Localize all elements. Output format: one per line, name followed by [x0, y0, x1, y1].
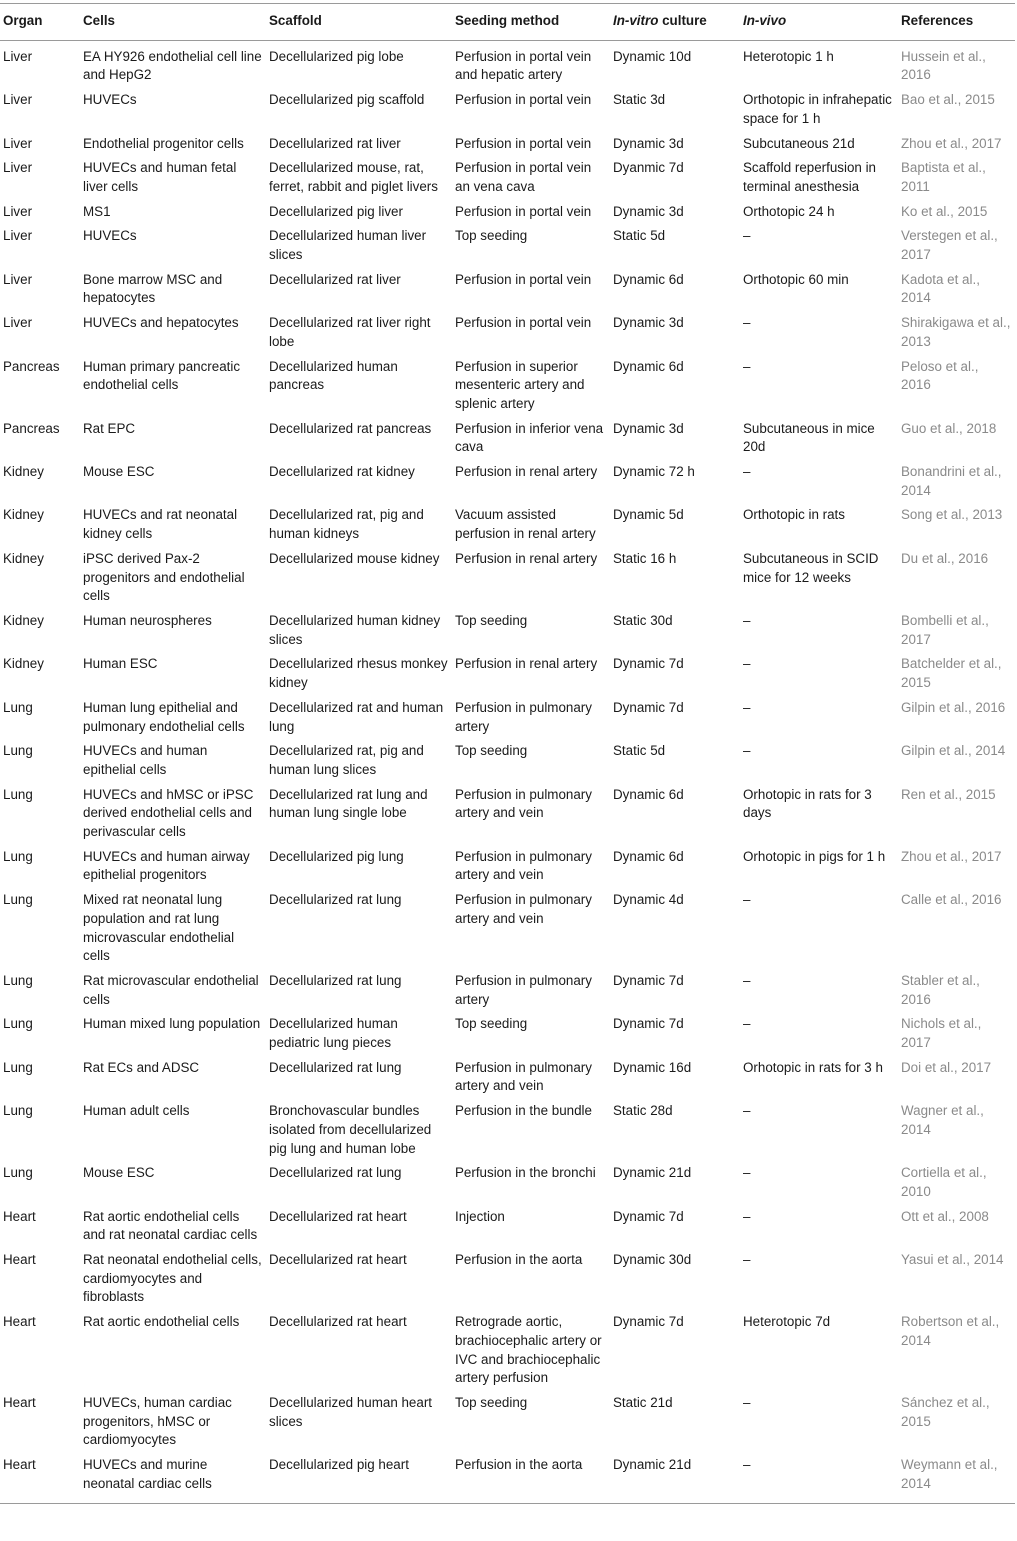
- cell-seeding-method: Top seeding: [455, 228, 528, 244]
- cell-cells: Rat ECs and ADSC: [83, 1059, 200, 1075]
- cell-references: Gilpin et al., 2014: [901, 743, 1006, 759]
- cell-references: Du et al., 2016: [901, 550, 989, 566]
- cell-in-vitro-culture: Dynamic 6d: [613, 786, 684, 802]
- cell-references: Ren et al., 2015: [901, 786, 996, 802]
- cell-cells: HUVECs and hepatocytes: [83, 315, 239, 331]
- cell-in-vivo: –: [743, 1252, 751, 1268]
- cell-seeding-method: Perfusion in portal vein: [455, 203, 592, 219]
- cell-scaffold: Decellularized rat kidney: [269, 464, 415, 480]
- cell-organ: Kidney: [3, 656, 44, 672]
- table-row: [0, 1057, 1015, 1100]
- cell-in-vitro-culture: Dynamic 7d: [613, 972, 684, 988]
- table-row: [0, 312, 1015, 355]
- cell-organ: Liver: [3, 92, 33, 108]
- cell-cells: Human ESC: [83, 656, 158, 672]
- cell-in-vitro-culture: Dynamic 7d: [613, 656, 684, 672]
- cell-scaffold: Decellularized rat and human lung: [269, 699, 444, 734]
- cell-references: Song et al., 2013: [901, 507, 1003, 523]
- cell-in-vivo: Orthotopic in infrahepatic space for 1 h: [743, 92, 892, 126]
- column-header-scaffold: [266, 4, 452, 41]
- cell-cells: HUVECs and human fetal liver cells: [83, 160, 237, 194]
- cell-organ: Heart: [0, 1454, 80, 1503]
- cell-organ: Lung: [3, 699, 33, 715]
- cell-in-vitro-culture: Dynamic 21d: [610, 1454, 740, 1503]
- cell-cells: HUVECs: [83, 92, 137, 108]
- table-row: [0, 740, 1015, 783]
- column-header-text: Seeding method: [455, 13, 560, 28]
- table-body: [0, 40, 1015, 1503]
- table-row: [0, 418, 1015, 461]
- cell-seeding-method: Perfusion in portal vein: [455, 135, 592, 151]
- cell-in-vivo: –: [743, 1103, 751, 1119]
- cell-in-vitro-culture: Static 5d: [613, 228, 666, 244]
- column-header-in-vivo: [740, 4, 898, 41]
- cell-in-vitro-culture: Dynamic 30d: [613, 1252, 692, 1268]
- cell-scaffold: Decellularized human liver slices: [269, 228, 427, 263]
- cell-in-vivo: Heterotopic 1 h: [743, 48, 834, 64]
- cell-in-vitro-culture: Dynamic 3d: [613, 135, 684, 151]
- cell-scaffold: Decellularized human kidney slices: [269, 612, 441, 647]
- cell-references: Bonandrini et al., 2014: [901, 464, 1002, 498]
- cell-references: Peloso et al., 2016: [901, 358, 979, 393]
- cell-references: Cortiella et al., 2010: [901, 1165, 987, 1199]
- cell-cells: Human adult cells: [83, 1103, 190, 1119]
- cell-scaffold: Decellularized rat lung: [269, 892, 402, 908]
- cell-in-vivo: –: [743, 315, 751, 331]
- cell-references: Bombelli et al., 2017: [901, 612, 989, 647]
- column-header-italic-part: In-vitro: [613, 13, 659, 28]
- cell-in-vitro-culture: Dynamic 3d: [613, 420, 684, 436]
- cell-cells: HUVECs and rat neonatal kidney cells: [83, 507, 238, 542]
- cell-in-vivo: Subcutaneous in SCID mice for 12 weeks: [743, 550, 879, 585]
- cell-in-vivo: Subcutaneous in mice 20d: [743, 420, 875, 455]
- cell-references: Ott et al., 2008: [901, 1208, 989, 1224]
- cell-in-vivo: –: [743, 1165, 751, 1181]
- cell-organ: Liver: [3, 135, 33, 151]
- cell-scaffold: Decellularized rat lung: [269, 972, 402, 988]
- cell-seeding-method: Perfusion in pulmonary artery: [455, 972, 592, 1007]
- cell-in-vitro-culture: Dynamic 7d: [613, 699, 684, 715]
- cell-in-vivo: –: [743, 464, 751, 480]
- cell-in-vitro-culture: Static 5d: [613, 743, 666, 759]
- table-row: [0, 157, 1015, 200]
- cell-seeding-method: Perfusion in pulmonary artery and vein: [455, 786, 592, 821]
- cell-seeding-method: Perfusion in portal vein an vena cava: [455, 160, 592, 194]
- cell-organ: Lung: [3, 892, 33, 908]
- cell-scaffold: Decellularized rat heart: [269, 1208, 407, 1224]
- cell-references: Shirakigawa et al., 2013: [901, 315, 1011, 349]
- table-row: [0, 40, 1015, 89]
- cell-organ: Heart: [3, 1252, 36, 1268]
- cell-cells: Rat microvascular endothelial cells: [83, 972, 259, 1007]
- cell-cells: iPSC derived Pax-2 progenitors and endothelial cells: [83, 550, 245, 604]
- cell-seeding-method: Perfusion in pulmonary artery and vein: [455, 848, 592, 883]
- cell-in-vivo: Orhotopic in pigs for 1 h: [743, 848, 886, 864]
- cell-scaffold: Decellularized mouse, rat, ferret, rabbit and piglet livers: [269, 160, 438, 194]
- cell-cells: Human primary pancreatic endothelial cells: [83, 358, 241, 393]
- cell-organ: Kidney: [3, 507, 44, 523]
- cell-in-vitro-culture: Dynamic 7d: [613, 1208, 684, 1224]
- table-row: [0, 356, 1015, 418]
- cell-seeding-method: Perfusion in renal artery: [455, 550, 598, 566]
- cell-in-vivo: –: [743, 228, 751, 244]
- cell-cells: HUVECs and murine neonatal cardiac cells: [80, 1454, 266, 1503]
- cell-seeding-method: Perfusion in the bundle: [455, 1103, 592, 1119]
- cell-references: Robertson et al., 2014: [901, 1314, 1000, 1348]
- cell-organ: Liver: [3, 203, 33, 219]
- cell-seeding-method: Perfusion in pulmonary artery and vein: [455, 892, 592, 926]
- cell-cells: Human neurospheres: [83, 612, 212, 628]
- cell-scaffold: Decellularized rat liver: [269, 271, 401, 287]
- cell-references: Gilpin et al., 2016: [901, 699, 1006, 715]
- cell-in-vitro-culture: Dynamic 10d: [613, 48, 692, 64]
- cell-organ: Pancreas: [3, 358, 60, 374]
- cell-organ: Lung: [3, 972, 33, 988]
- cell-in-vivo: Subcutaneous 21d: [743, 135, 855, 151]
- cell-scaffold: Decellularized rat liver: [269, 135, 401, 151]
- cell-in-vivo: –: [743, 656, 751, 672]
- header-row: [0, 4, 1015, 41]
- cell-organ: Kidney: [3, 612, 44, 628]
- cell-scaffold: Decellularized human heart slices: [269, 1395, 433, 1429]
- cell-in-vivo: –: [743, 972, 751, 988]
- column-header-seeding-method: [452, 4, 610, 41]
- cell-references: Verstegen et al., 2017: [901, 228, 998, 263]
- cell-in-vivo: –: [743, 699, 751, 715]
- cell-in-vivo: Orthotopic 24 h: [743, 203, 835, 219]
- cell-seeding-method: Perfusion in superior mesenteric artery and splenic artery: [455, 358, 585, 411]
- cell-seeding-method: Injection: [455, 1208, 505, 1224]
- cell-scaffold: Decellularized mouse kidney: [269, 550, 440, 566]
- cell-in-vivo: –: [743, 892, 751, 908]
- table-row: [0, 653, 1015, 696]
- cell-organ: Heart: [3, 1314, 36, 1330]
- cell-seeding-method: Perfusion in portal vein: [455, 271, 592, 287]
- cell-cells: HUVECs: [83, 228, 137, 244]
- cell-scaffold: Decellularized rat, pig and human lung slices: [269, 743, 424, 777]
- cell-scaffold: Decellularized pig scaffold: [269, 92, 425, 108]
- cell-organ: Liver: [3, 160, 33, 176]
- cell-in-vitro-culture: Dynamic 6d: [613, 358, 684, 374]
- column-header-organ: [0, 4, 80, 41]
- cell-in-vitro-culture: Dynamic 21d: [613, 1165, 692, 1181]
- cell-cells: HUVECs, human cardiac progenitors, hMSC or cardiomyocytes: [83, 1395, 232, 1448]
- cell-in-vitro-culture: Static 21d: [613, 1395, 673, 1410]
- cell-seeding-method: Perfusion in renal artery: [455, 656, 598, 672]
- cell-organ: Lung: [3, 786, 33, 802]
- cell-seeding-method: Perfusion in portal vein: [455, 315, 592, 331]
- cell-organ: Lung: [3, 1103, 33, 1119]
- table-row: [0, 201, 1015, 226]
- table-row: [0, 1392, 1015, 1454]
- table-row: [0, 889, 1015, 970]
- cell-in-vitro-culture: Dyanmic 7d: [613, 160, 684, 176]
- cell-references: Baptista et al., 2011: [901, 160, 986, 194]
- cell-seeding-method: Perfusion in pulmonary artery and vein: [455, 1059, 592, 1094]
- table-row: [0, 784, 1015, 846]
- cell-references: Wagner et al., 2014: [901, 1103, 984, 1137]
- cell-in-vitro-culture: Dynamic 6d: [613, 848, 684, 864]
- cell-in-vitro-culture: Static 28d: [613, 1103, 673, 1119]
- cell-in-vitro-culture: Static 30d: [613, 612, 673, 628]
- column-header-text: References: [901, 13, 974, 28]
- cell-scaffold: Decellularized rat, pig and human kidneys: [269, 507, 424, 542]
- table-row: [0, 1311, 1015, 1392]
- cell-references: Nichols et al., 2017: [901, 1016, 982, 1051]
- cell-in-vivo: –: [743, 1016, 751, 1032]
- cell-in-vivo: Orhotopic in rats for 3 days: [743, 786, 872, 821]
- cell-seeding-method: Perfusion in portal vein and hepatic artery: [455, 48, 592, 83]
- cell-references: Yasui et al., 2014: [901, 1252, 1004, 1268]
- cell-references: Hussein et al., 2016: [901, 48, 986, 83]
- cell-scaffold: Decellularized rat heart: [269, 1314, 407, 1330]
- cell-cells: Bone marrow MSC and hepatocytes: [83, 271, 223, 306]
- cell-references: Zhou et al., 2017: [901, 135, 1002, 151]
- cell-references: Doi et al., 2017: [901, 1059, 992, 1075]
- cell-organ: Liver: [3, 271, 33, 287]
- cell-references: Weymann et al., 2014: [898, 1454, 1015, 1503]
- table-row: [0, 1249, 1015, 1311]
- cell-organ: Lung: [3, 1165, 33, 1181]
- cell-organ: Heart: [3, 1208, 36, 1224]
- table-row: [0, 846, 1015, 889]
- table-row: [0, 1454, 1015, 1503]
- cell-in-vitro-culture: Dynamic 7d: [613, 1016, 684, 1032]
- cell-organ: Heart: [3, 1395, 36, 1410]
- table-row: [0, 970, 1015, 1013]
- cell-cells: HUVECs and human airway epithelial progenitors: [83, 848, 250, 883]
- cell-scaffold: Decellularized rat liver right lobe: [269, 315, 431, 349]
- cell-references: Kadota et al., 2014: [901, 271, 980, 306]
- cell-cells: Human lung epithelial and pulmonary endothelial cells: [83, 699, 245, 734]
- cell-organ: Pancreas: [3, 420, 60, 436]
- cell-organ: Lung: [3, 1016, 33, 1032]
- cell-cells: Human mixed lung population: [83, 1016, 261, 1032]
- cell-in-vitro-culture: Dynamic 3d: [613, 203, 684, 219]
- cell-seeding-method: Vacuum assisted perfusion in renal artery: [455, 507, 596, 542]
- cell-organ: Liver: [3, 228, 33, 244]
- cell-organ: Liver: [3, 48, 33, 64]
- cell-organ: Kidney: [3, 550, 44, 566]
- cell-scaffold: Decellularized rat lung: [269, 1165, 402, 1181]
- cell-scaffold: Bronchovascular bundles isolated from decellularized pig lung and human lobe: [269, 1103, 432, 1156]
- table-row: [0, 269, 1015, 312]
- cell-cells: Rat EPC: [83, 420, 136, 436]
- cell-in-vitro-culture: Dynamic 3d: [613, 315, 684, 331]
- table-header: [0, 4, 1015, 41]
- cell-in-vitro-culture: Dynamic 6d: [613, 271, 684, 287]
- cell-cells: Rat neonatal endothelial cells, cardiomyocytes and fibroblasts: [83, 1252, 262, 1305]
- cell-organ: Kidney: [3, 464, 44, 480]
- cell-references: Sánchez et al., 2015: [901, 1395, 990, 1429]
- column-header-text: Scaffold: [269, 13, 322, 28]
- cell-in-vivo: Orhotopic in rats for 3 h: [743, 1059, 883, 1075]
- cell-cells: Rat aortic endothelial cells: [83, 1314, 240, 1330]
- cell-in-vitro-culture: Dynamic 5d: [613, 507, 684, 523]
- column-header-text: Organ: [3, 13, 43, 28]
- cell-in-vivo: Scaffold reperfusion in terminal anesthesia: [743, 160, 876, 194]
- cell-cells: Mouse ESC: [83, 464, 155, 480]
- cell-organ: Lung: [3, 848, 33, 864]
- table-row: [0, 548, 1015, 610]
- cell-scaffold: Decellularized rhesus monkey kidney: [269, 656, 448, 691]
- cell-in-vivo: Orthotopic 60 min: [743, 271, 849, 287]
- cell-seeding-method: Perfusion in inferior vena cava: [455, 420, 604, 455]
- cell-seeding-method: Top seeding: [455, 1395, 528, 1410]
- cell-in-vivo: –: [743, 612, 751, 628]
- cell-scaffold: Decellularized rat pancreas: [269, 420, 432, 436]
- cell-in-vitro-culture: Dynamic 7d: [613, 1314, 684, 1330]
- cell-seeding-method: Perfusion in portal vein: [455, 92, 592, 108]
- table-row: [0, 133, 1015, 158]
- cell-in-vivo: –: [743, 1208, 751, 1224]
- cell-references: Ko et al., 2015: [901, 203, 988, 219]
- cell-scaffold: Decellularized rat heart: [269, 1252, 407, 1268]
- table-row: [0, 461, 1015, 504]
- cell-scaffold: Decellularized pig lung: [269, 848, 404, 864]
- table-row: [0, 1206, 1015, 1249]
- cell-cells: MS1: [83, 203, 111, 219]
- cell-cells: Endothelial progenitor cells: [83, 135, 244, 151]
- cell-in-vitro-culture: Static 16 h: [613, 550, 677, 566]
- cell-in-vitro-culture: Dynamic 72 h: [613, 464, 695, 480]
- cell-seeding-method: Perfusion in the bronchi: [455, 1165, 596, 1181]
- cell-seeding-method: Top seeding: [455, 1016, 528, 1032]
- column-header-in-vitro-culture: [610, 4, 740, 41]
- cell-references: Batchelder et al., 2015: [901, 656, 1002, 691]
- cell-seeding-method: Retrograde aortic, brachiocephalic artery or IVC and brachiocephalic artery perfusion: [455, 1314, 602, 1386]
- cell-seeding-method: Perfusion in the aorta: [452, 1454, 610, 1503]
- cell-organ: Lung: [3, 743, 33, 759]
- table-row: [0, 697, 1015, 740]
- cell-references: Bao et al., 2015: [901, 92, 995, 108]
- cell-organ: Lung: [3, 1059, 33, 1075]
- cell-in-vitro-culture: Dynamic 4d: [613, 892, 684, 908]
- cell-references: Zhou et al., 2017: [901, 848, 1002, 864]
- cell-scaffold: Decellularized rat lung: [269, 1059, 402, 1075]
- cell-references: Stabler et al., 2016: [901, 972, 980, 1007]
- cell-seeding-method: Perfusion in renal artery: [455, 464, 598, 480]
- cell-scaffold: Decellularized pig liver: [269, 203, 403, 219]
- cell-scaffold: Decellularized human pancreas: [269, 358, 398, 393]
- table-row: [0, 504, 1015, 547]
- table-row: [0, 1162, 1015, 1205]
- cell-in-vivo: –: [743, 1395, 751, 1410]
- table-row: [0, 1013, 1015, 1056]
- cell-organ: Liver: [3, 315, 33, 331]
- cell-cells: Rat aortic endothelial cells and rat neonatal cardiac cells: [83, 1208, 258, 1243]
- table-row: [0, 1100, 1015, 1162]
- column-header-cells: [80, 4, 266, 41]
- cell-in-vitro-culture: Static 3d: [613, 92, 666, 108]
- table-row: [0, 225, 1015, 268]
- cell-seeding-method: Perfusion in the aorta: [455, 1252, 583, 1268]
- cell-seeding-method: Top seeding: [455, 612, 528, 628]
- column-header-italic-part: In-vivo: [743, 13, 787, 28]
- column-header-references: [898, 4, 1015, 41]
- cell-scaffold: Decellularized pig lobe: [269, 48, 404, 64]
- column-header-text: culture: [658, 13, 707, 28]
- cell-in-vivo: Orthotopic in rats: [743, 507, 845, 523]
- cell-cells: EA HY926 endothelial cell line and HepG2: [83, 48, 262, 83]
- column-header-text: Cells: [83, 13, 116, 28]
- cell-scaffold: Decellularized human pediatric lung pieces: [269, 1016, 398, 1051]
- cell-references: Calle et al., 2016: [901, 892, 1002, 908]
- cell-scaffold: Decellularized rat lung and human lung single lobe: [269, 786, 428, 821]
- cell-cells: Mouse ESC: [83, 1165, 155, 1181]
- table-row: [0, 89, 1015, 132]
- cell-in-vitro-culture: Dynamic 16d: [613, 1059, 692, 1075]
- table-row: [0, 610, 1015, 653]
- cell-references: Guo et al., 2018: [901, 420, 997, 436]
- cell-in-vivo: Heterotopic 7d: [743, 1314, 831, 1330]
- cell-in-vivo: –: [743, 358, 751, 374]
- cell-cells: HUVECs and human epithelial cells: [83, 743, 208, 777]
- cell-seeding-table: [0, 3, 1015, 1504]
- cell-cells: HUVECs and hMSC or iPSC derived endothelial cells and perivascular cells: [83, 786, 254, 840]
- cell-scaffold: Decellularized pig heart: [266, 1454, 452, 1503]
- cell-seeding-method: Top seeding: [455, 743, 528, 759]
- cell-in-vivo: –: [743, 743, 751, 759]
- cell-in-vivo: –: [740, 1454, 898, 1503]
- cell-seeding-method: Perfusion in pulmonary artery: [455, 699, 592, 734]
- cell-cells: Mixed rat neonatal lung population and rat lung microvascular endothelial cells: [83, 892, 235, 964]
